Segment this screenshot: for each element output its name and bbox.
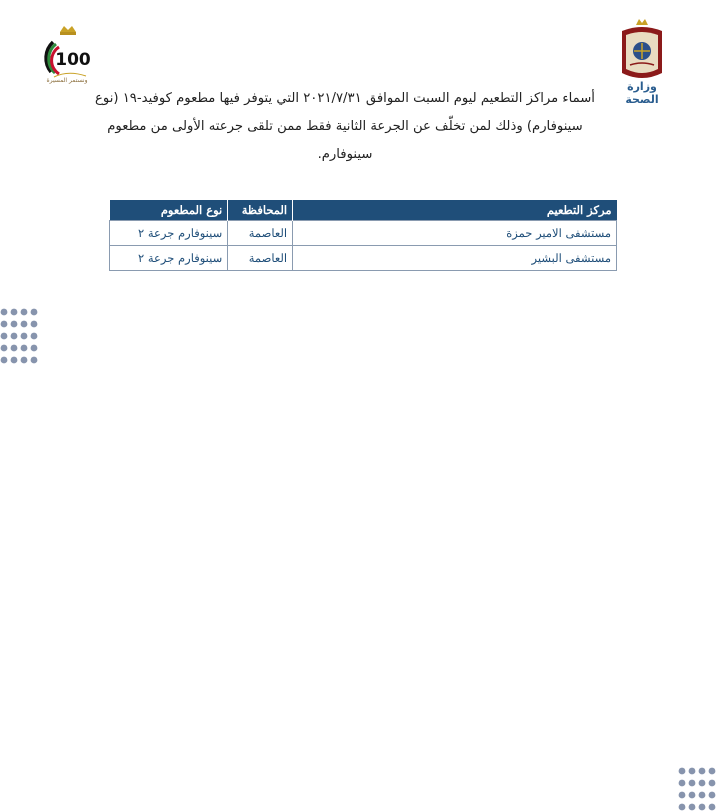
ministry-name: وزارة الصحة: [625, 80, 659, 106]
cell-governorate: العاصمة: [228, 221, 293, 246]
cell-vaccine-type: سينوفارم جرعة ٢: [110, 221, 228, 246]
header-governorate: المحافظة: [228, 200, 293, 221]
document-heading: أسماء مراكز التطعيم ليوم السبت الموافق ٢٠٢١/٧/٣١ التي يتوفر فيها مطعوم كوفيد-١٩ (نوع سينوفارم) وذلك لمن تخلّف عن الجرعة الثانية فقط ممن تلقى جرعته الأولى من مطعوم سينوفارم.: [95, 91, 595, 162]
cell-center: مستشفى البشير: [293, 246, 617, 271]
decor-dots-right: [676, 764, 716, 812]
header-center: مركز التطعيم: [293, 200, 617, 221]
decor-dots-left: [0, 306, 44, 368]
table-row: [110, 246, 617, 271]
crown-icon: [60, 26, 76, 35]
cell-center: مستشفى الامير حمزة: [293, 221, 617, 246]
centenary-caption: ونستمر المسيرة: [46, 77, 88, 84]
centenary-number: 100: [55, 50, 91, 70]
cell-governorate: العاصمة: [228, 246, 293, 271]
header-vaccine-type: نوع المطعوم: [110, 200, 228, 221]
table-row: [110, 221, 617, 246]
table-header-row: [110, 200, 617, 221]
vaccination-centers-table: [109, 200, 617, 271]
cell-vaccine-type: سينوفارم جرعة ٢: [110, 246, 228, 271]
